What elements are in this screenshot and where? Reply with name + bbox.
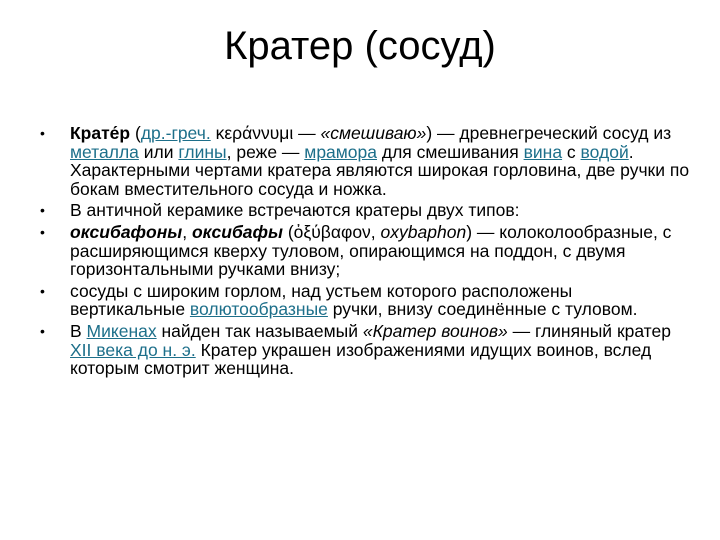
text-segment: ) — древнегреческий сосуд из xyxy=(426,123,672,143)
text-segment: или xyxy=(138,141,179,162)
text-segment: ручки, внизу соединённые с туловом. xyxy=(327,299,638,320)
bullet-list xyxy=(40,124,690,381)
quote-warrior-vase: «Кратер воинов» xyxy=(362,320,508,341)
link-ancient-greek[interactable]: др.-греч. xyxy=(140,123,211,143)
bullet-icon: • xyxy=(40,202,45,219)
text-segment: , xyxy=(182,221,192,242)
list-item-mycenae xyxy=(40,322,690,378)
bullet-icon: • xyxy=(40,125,45,141)
text-segment: Кратер украшен изображениями идущих воинов, вслед которым смотрит женщина. xyxy=(70,339,652,379)
slide-title: Кратер (сосуд) xyxy=(224,24,496,68)
text-segment: сосуды с широким горлом, над устьем которого расположены вертикальные xyxy=(70,280,573,320)
term-oxybaph: оксибафы xyxy=(191,221,283,242)
link-clay[interactable]: глины xyxy=(178,141,227,162)
link-water[interactable]: водой xyxy=(580,141,629,162)
bullet-icon: • xyxy=(40,282,45,299)
link-century[interactable]: XII века до н. э. xyxy=(70,339,196,360)
list-item-types xyxy=(40,201,690,220)
list-item-volute xyxy=(40,282,690,319)
bullet-icon: • xyxy=(40,322,45,339)
text-segment: для смешивания xyxy=(377,141,524,162)
text-segment: . Характерными чертами кратера являются широкая горловина, две ручки по бокам вместительного сосуда и ножка. xyxy=(70,141,690,199)
text-segment: ( xyxy=(130,123,141,143)
bullet-icon: • xyxy=(40,223,45,240)
quote-mix: «смешиваю» xyxy=(320,123,427,143)
text-segment: В античной керамике встречаются кратеры двух типов: xyxy=(70,200,520,221)
link-wine[interactable]: вина xyxy=(523,141,563,162)
text-segment: В xyxy=(70,320,87,341)
text-segment: ) — колоколообразные, с расширяющимся кверху туловом, опирающимся на поддон, с двумя горизонтальными ручками внизу; xyxy=(70,221,672,280)
text-segment: найден так называемый xyxy=(156,320,363,341)
text-segment: , реже — xyxy=(226,141,305,162)
link-metal[interactable]: металла xyxy=(70,141,139,162)
text-segment: — глиняный кратер xyxy=(507,320,671,341)
latin-term: oxybaphon xyxy=(380,221,467,242)
list-item-oxybaphon xyxy=(40,223,690,279)
link-marble[interactable]: мрамора xyxy=(304,141,378,162)
term-krater: Крате́р xyxy=(70,123,131,143)
text-segment: с xyxy=(562,141,581,162)
term-oxybaphon: оксибафоны xyxy=(70,221,183,242)
text-segment: (ὀξύβαφον, xyxy=(282,221,381,242)
text-segment: κεράννυμι — xyxy=(210,123,321,143)
link-volute[interactable]: волютообразные xyxy=(189,299,328,320)
link-mycenae[interactable]: Микенах xyxy=(86,320,157,341)
list-item-definition xyxy=(40,124,690,198)
